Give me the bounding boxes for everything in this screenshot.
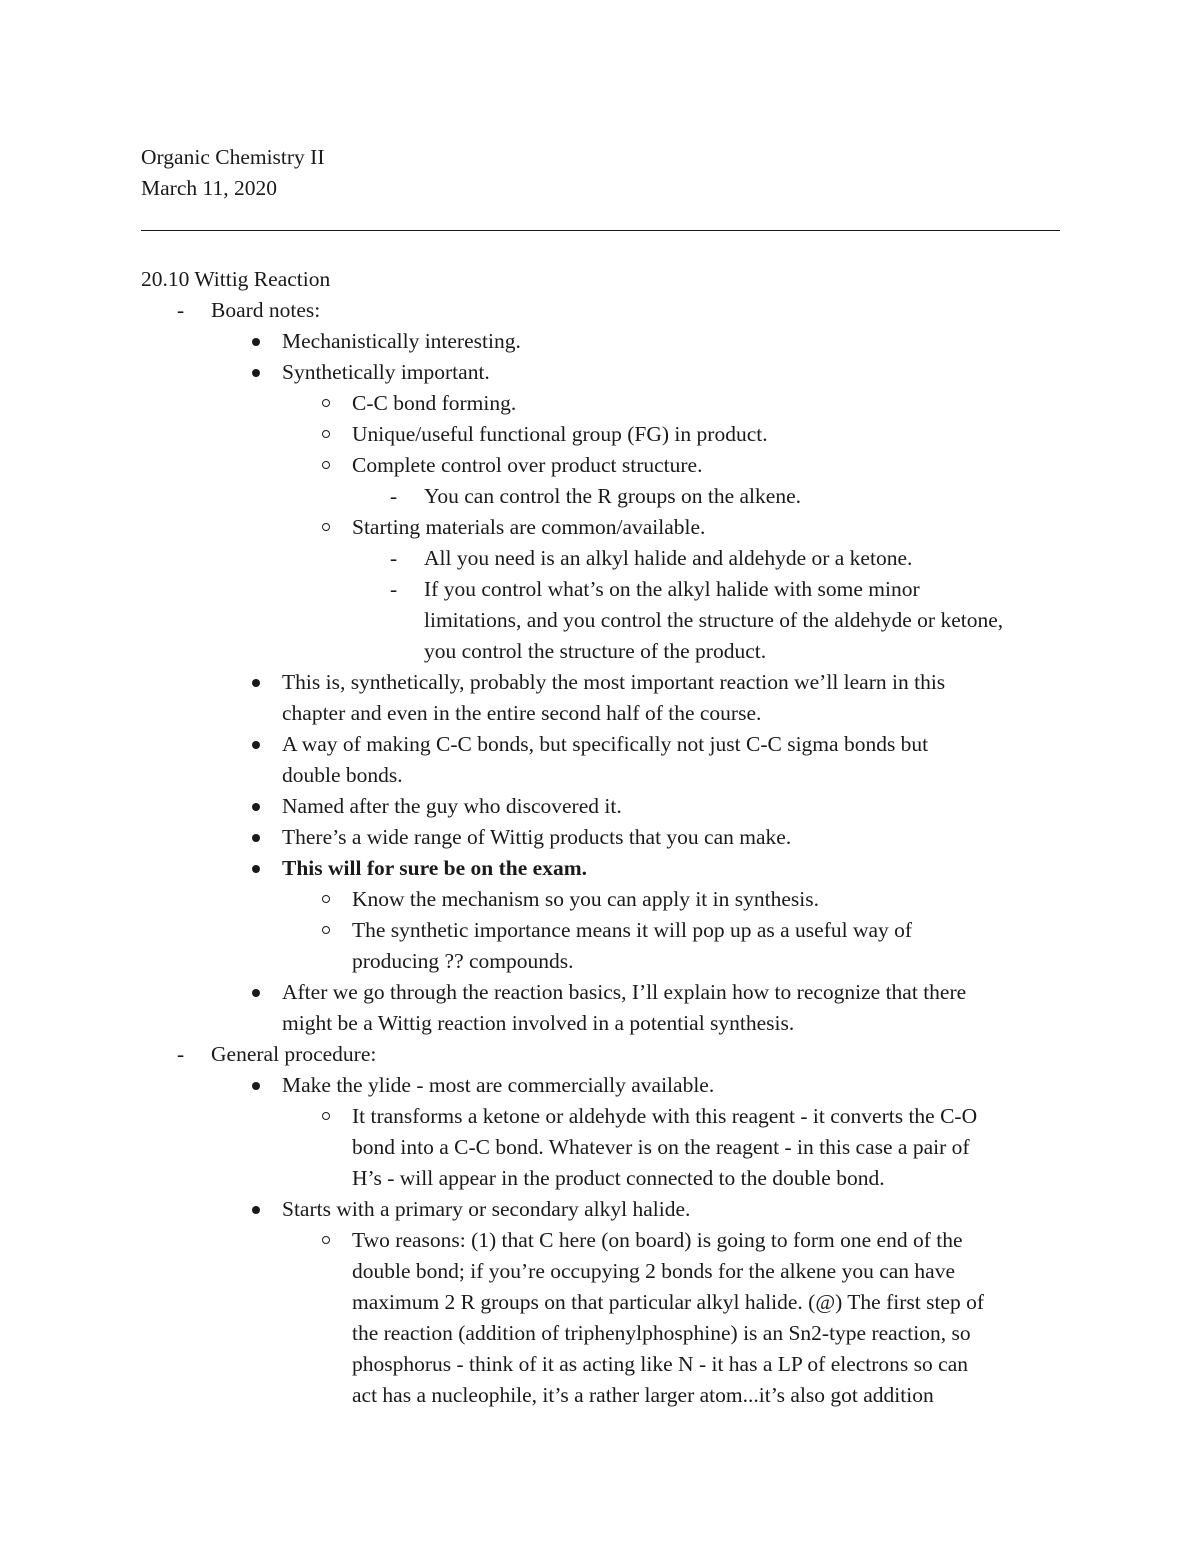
dash-marker: -: [390, 546, 398, 570]
line-text: 20.10 Wittig Reaction: [141, 267, 331, 291]
line-text: producing ?? compounds.: [352, 949, 574, 973]
line-text: Starts with a primary or secondary alkyl halide.: [282, 1197, 691, 1221]
notes-body: [0, 264, 1200, 1411]
outline-line: [0, 1194, 1200, 1225]
outline-line: [0, 388, 1200, 419]
line-text: you control the structure of the product.: [424, 639, 767, 663]
line-text: All you need is an alkyl halide and aldehyde or a ketone.: [424, 546, 913, 570]
line-text: This will for sure be on the exam.: [282, 856, 587, 880]
course-title: Organic Chemistry II: [141, 145, 325, 169]
line-text: double bonds.: [282, 763, 403, 787]
bullet-icon: [252, 338, 260, 346]
line-text: Named after the guy who discovered it.: [282, 794, 622, 818]
line-text: the reaction (addition of triphenylphosphine) is an Sn2-type reaction, so: [352, 1321, 971, 1345]
bullet-icon: [252, 679, 260, 687]
outline-line: [0, 791, 1200, 822]
line-text: Make the ylide - most are commercially available.: [282, 1073, 715, 1097]
outline-line: [0, 1163, 1200, 1194]
hollow-bullet-icon: [322, 430, 330, 438]
line-text: A way of making C-C bonds, but specifically not just C-C sigma bonds but: [282, 732, 929, 756]
outline-line: [0, 1380, 1200, 1411]
outline-line: [0, 853, 1200, 884]
line-text: H’s - will appear in the product connected to the double bond.: [352, 1166, 885, 1190]
outline-line: [0, 419, 1200, 450]
bullet-icon: [252, 865, 260, 873]
hollow-bullet-icon: [322, 461, 330, 469]
outline-line: [0, 357, 1200, 388]
line-text: You can control the R groups on the alkene.: [424, 484, 801, 508]
line-text: General procedure:: [211, 1042, 377, 1066]
outline-line: [0, 574, 1200, 605]
outline-line: [0, 667, 1200, 698]
hollow-bullet-icon: [322, 523, 330, 531]
bullet-icon: [252, 1206, 260, 1214]
bullet-icon: [252, 1082, 260, 1090]
outline-line: [0, 729, 1200, 760]
outline-line: [0, 698, 1200, 729]
line-text: Board notes:: [211, 298, 321, 322]
line-text: act has a nucleophile, it’s a rather larger atom...it’s also got addition: [352, 1383, 934, 1407]
outline-line: [0, 450, 1200, 481]
outline-line: [0, 512, 1200, 543]
line-text: phosphorus - think of it as acting like N - it has a LP of electrons so can: [352, 1352, 969, 1376]
divider: [141, 230, 1060, 231]
line-text: C-C bond forming.: [352, 391, 517, 415]
outline-line: [0, 295, 1200, 326]
note-date: March 11, 2020: [141, 176, 277, 200]
line-text: Complete control over product structure.: [352, 453, 703, 477]
outline-line: [0, 543, 1200, 574]
line-text: There’s a wide range of Wittig products that you can make.: [282, 825, 792, 849]
outline-line: [0, 326, 1200, 357]
hollow-bullet-icon: [322, 1236, 330, 1244]
outline-line: [0, 1101, 1200, 1132]
line-text: maximum 2 R groups on that particular alkyl halide. (@) The first step of: [352, 1290, 985, 1314]
outline-line: [0, 1256, 1200, 1287]
line-text: Know the mechanism so you can apply it in synthesis.: [352, 887, 819, 911]
line-text: Unique/useful functional group (FG) in product.: [352, 422, 768, 446]
outline-line: [0, 1349, 1200, 1380]
hollow-bullet-icon: [322, 926, 330, 934]
dash-marker: -: [390, 484, 398, 508]
line-text: might be a Wittig reaction involved in a potential synthesis.: [282, 1011, 795, 1035]
hollow-bullet-icon: [322, 1112, 330, 1120]
line-text: bond into a C-C bond. Whatever is on the reagent - in this case a pair of: [352, 1135, 970, 1159]
line-text: chapter and even in the entire second half of the course.: [282, 701, 762, 725]
hollow-bullet-icon: [322, 399, 330, 407]
bullet-icon: [252, 989, 260, 997]
outline-line: [0, 946, 1200, 977]
line-text: Two reasons: (1) that C here (on board) is going to form one end of the: [352, 1228, 963, 1252]
line-text: The synthetic importance means it will pop up as a useful way of: [352, 918, 913, 942]
line-text: It transforms a ketone or aldehyde with this reagent - it converts the C-O: [352, 1104, 978, 1128]
bullet-icon: [252, 741, 260, 749]
outline-line: [0, 1287, 1200, 1318]
outline-line: [0, 915, 1200, 946]
outline-line: [0, 977, 1200, 1008]
line-text: Mechanistically interesting.: [282, 329, 521, 353]
outline-line: [0, 1008, 1200, 1039]
outline-line: [0, 822, 1200, 853]
outline-line: [0, 264, 1200, 295]
outline-line: [0, 1039, 1200, 1070]
dash-marker: -: [390, 577, 398, 601]
outline-line: [0, 760, 1200, 791]
bullet-icon: [252, 803, 260, 811]
outline-line: [0, 884, 1200, 915]
line-text: double bond; if you’re occupying 2 bonds for the alkene you can have: [352, 1259, 956, 1283]
line-text: limitations, and you control the structure of the aldehyde or ketone,: [424, 608, 1004, 632]
dash-marker: -: [177, 1042, 185, 1066]
bullet-icon: [252, 369, 260, 377]
outline-line: [0, 636, 1200, 667]
outline-line: [0, 1318, 1200, 1349]
line-text: If you control what’s on the alkyl halide with some minor: [424, 577, 920, 601]
line-text: Synthetically important.: [282, 360, 490, 384]
line-text: After we go through the reaction basics, I’ll explain how to recognize that there: [282, 980, 967, 1004]
outline-line: [0, 1132, 1200, 1163]
bullet-icon: [252, 834, 260, 842]
outline-line: [0, 1070, 1200, 1101]
outline-line: [0, 1225, 1200, 1256]
line-text: Starting materials are common/available.: [352, 515, 706, 539]
dash-marker: -: [177, 298, 185, 322]
line-text: This is, synthetically, probably the most important reaction we’ll learn in this: [282, 670, 946, 694]
hollow-bullet-icon: [322, 895, 330, 903]
outline-line: [0, 481, 1200, 512]
outline-line: [0, 605, 1200, 636]
